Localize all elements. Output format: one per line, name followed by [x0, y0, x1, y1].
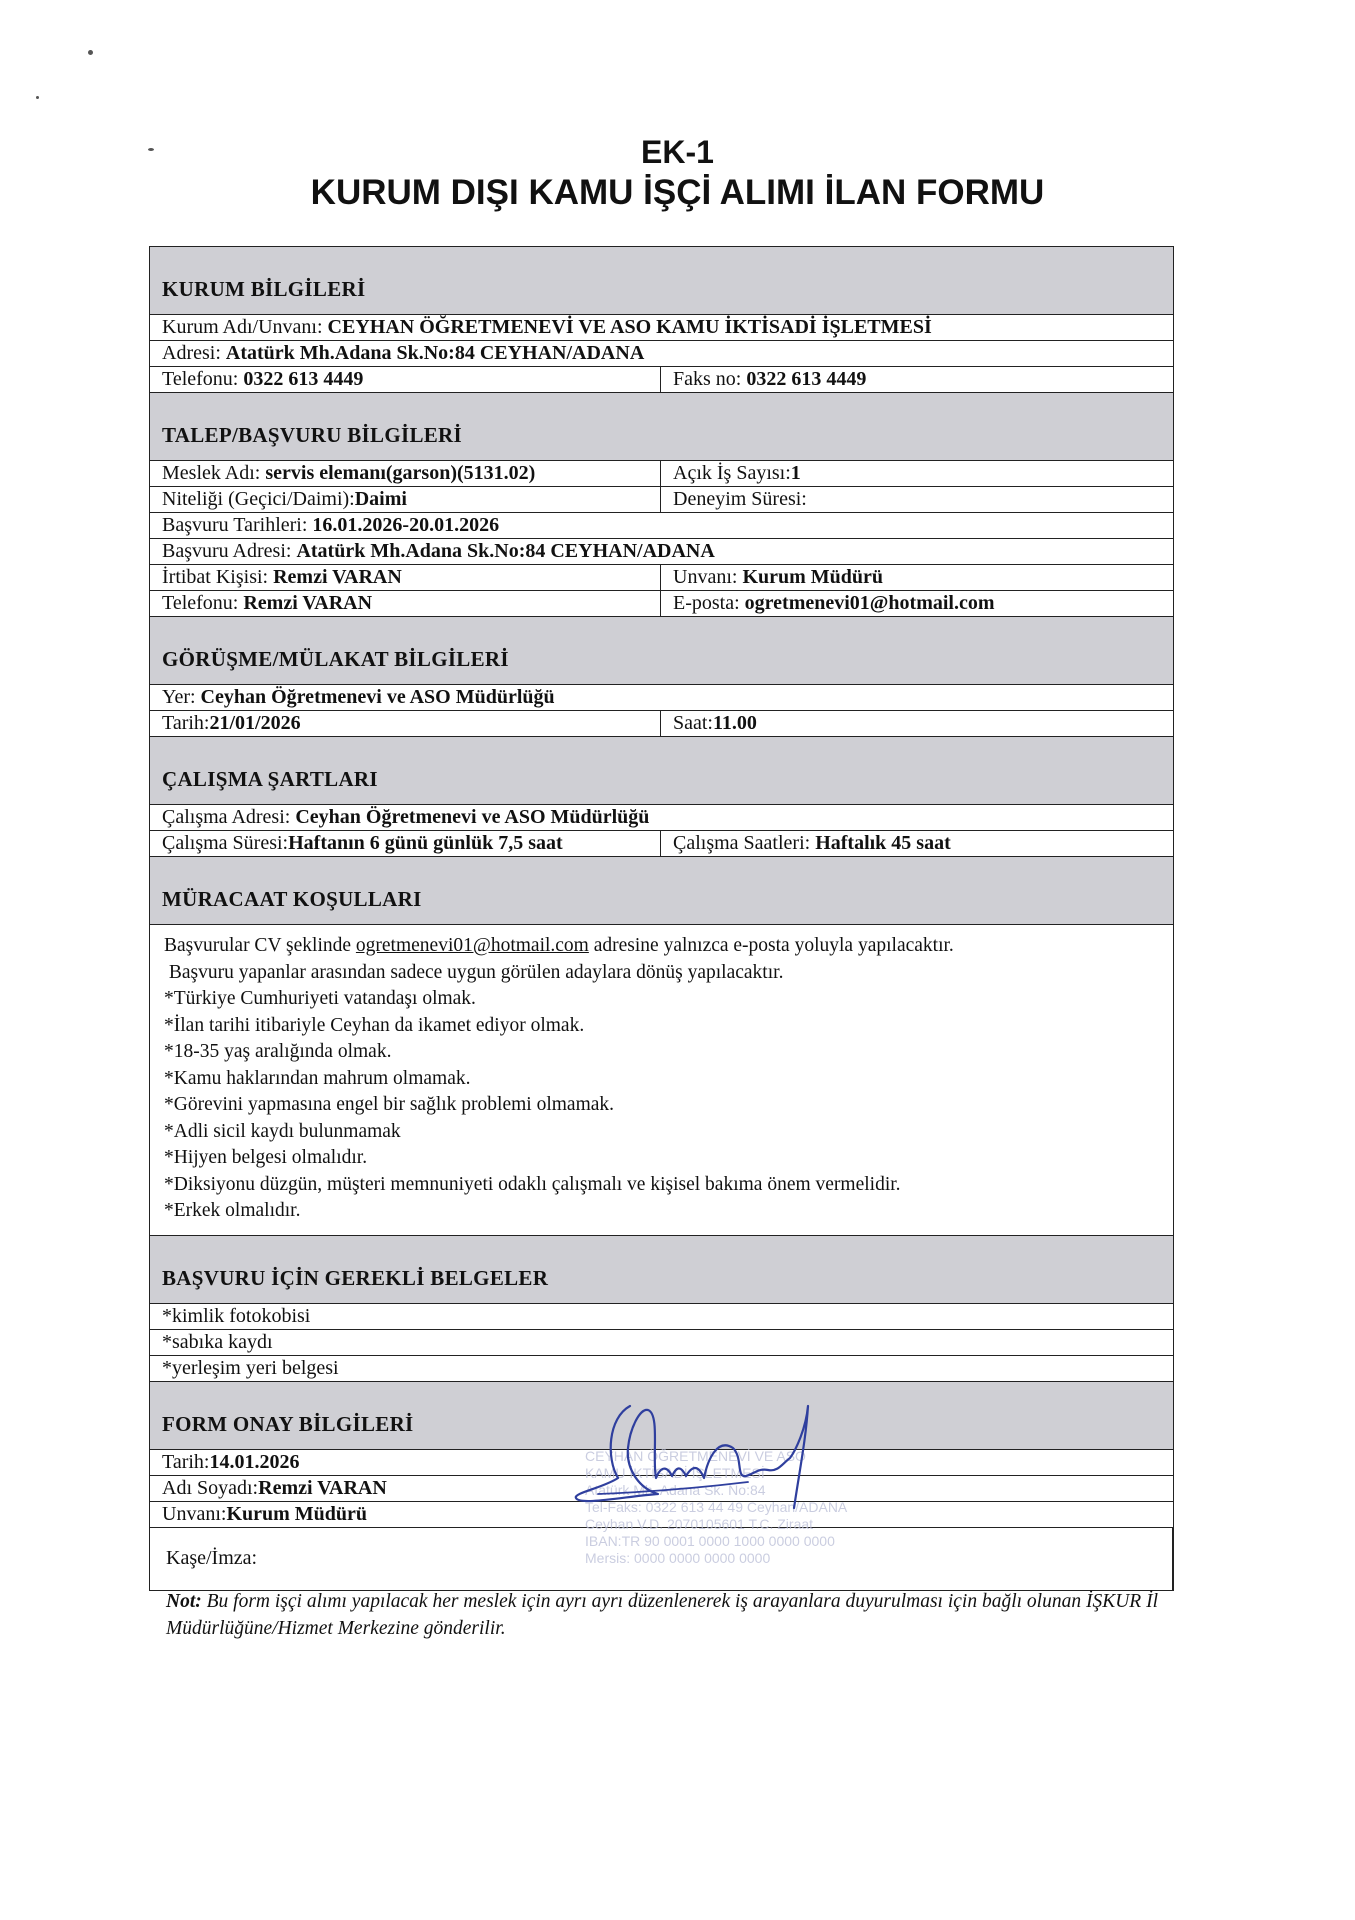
field-label: Faks no: [673, 368, 747, 390]
contact-person: Remzi VARAN [273, 566, 402, 588]
list-item: *Diksiyonu düzgün, müşteri memnuniyeti odaklı çalışmalı ve kişisel bakıma önem vermelidir. [164, 1173, 901, 1195]
field-label: Telefonu: [162, 368, 244, 390]
field-label: Açık İş Sayısı: [673, 462, 791, 484]
field-label: Adı Soyadı: [162, 1476, 259, 1499]
form-row [150, 341, 1173, 367]
signature-image [568, 1398, 868, 1518]
stamp-line: Atatürk Mh. Adana Sk. No:84 [585, 1482, 766, 1498]
form-row [150, 565, 1173, 591]
list-item: *Türkiye Cumhuriyeti vatandaşı olmak. [164, 988, 476, 1009]
section-kurum: KURUM BİLGİLERİ [150, 247, 1173, 315]
list-item: *18-35 yaş aralığında olmak. [164, 1041, 392, 1062]
job-name: servis elemanı(garson)(5131.02) [265, 462, 536, 484]
conditions-list [150, 925, 1173, 1236]
section-talep: TALEP/BAŞVURU BİLGİLERİ [150, 393, 1173, 461]
work-duration: Haftanın 6 günü günlük 7,5 saat [288, 832, 563, 854]
list-item: *sabıka kaydı [162, 1330, 273, 1353]
institution-phone: 0322 613 4449 [243, 368, 364, 390]
field-label: Tarih: [162, 1450, 210, 1473]
list-item: *Adli sicil kaydı bulunmamak [164, 1120, 401, 1142]
stamp-line: Mersis: 0000 0000 0000 0000 [585, 1550, 771, 1566]
field-label: İrtibat Kişisi: [162, 566, 274, 588]
field-label: Çalışma Adresi: [162, 806, 296, 828]
openings-count: 1 [790, 462, 801, 484]
field-label: Adresi: [162, 342, 226, 364]
field-label: Çalışma Saatleri: [673, 832, 816, 854]
field-label: Deneyim Süresi: [673, 488, 807, 510]
stamp-line: Tel-Faks: 0322 613 44 49 Ceyhan/ADANA [585, 1499, 848, 1515]
field-label: E-posta: [673, 592, 745, 614]
page-title: KURUM DIŞI KAMU İŞÇİ ALIMI İLAN FORMU [310, 173, 1045, 212]
approver-name: Remzi VARAN [258, 1476, 387, 1499]
list-item: *kimlik fotokobisi [162, 1304, 311, 1327]
contact-title: Kurum Müdürü [742, 566, 884, 588]
application-dates: 16.01.2026-20.01.2026 [312, 514, 500, 536]
list-item: *Hijyen belgesi olmalıdır. [164, 1147, 368, 1168]
annex-label: EK-1 [641, 134, 714, 170]
scan-speck [36, 96, 39, 99]
stamp-line: IBAN:TR 90 0001 0000 1000 0000 0000 [585, 1533, 835, 1549]
form-row [150, 685, 1173, 711]
list-item: *Kamu haklarından mahrum olmamak. [164, 1067, 471, 1089]
institution-address: Atatürk Mh.Adana Sk.No:84 CEYHAN/ADANA [225, 342, 645, 364]
field-label: Saat: [673, 712, 713, 734]
list-item: Başvuru yapanlar arasından sadece uygun görülen adaylara dönüş yapılacaktır. [164, 961, 784, 983]
field-label: Yer: [162, 686, 201, 708]
section-onay: FORM ONAY BİLGİLERİ [150, 1382, 1173, 1450]
application-address: Atatürk Mh.Adana Sk.No:84 CEYHAN/ADANA [296, 540, 715, 562]
email-link[interactable]: ogretmenevi01@hotmail.com [355, 935, 589, 956]
section-belgeler: BAŞVURU İÇİN GEREKLİ BELGELER [150, 1236, 1173, 1304]
list-item: *yerleşim yeri belgesi [162, 1356, 339, 1379]
institution-name: CEYHAN ÖĞRETMENEVİ VE ASO KAMU İKTİSADİ İŞLETMESİ [327, 316, 932, 338]
field-label: Niteliği (Geçici/Daimi): [162, 488, 355, 510]
field-label: Başvuru Adresi: [162, 540, 297, 562]
approval-date: 14.01.2026 [209, 1450, 300, 1473]
stamp-line: Ceyhan V.D. 2070105601 T.C. Ziraat [585, 1516, 814, 1532]
field-label: Meslek Adı: [162, 462, 266, 484]
field-label: Kurum Adı/Unvanı: [162, 316, 328, 338]
interview-date: 21/01/2026 [209, 712, 301, 734]
employment-type: Daimi [354, 488, 407, 510]
form-row [150, 487, 1173, 513]
section-kosullar: MÜRACAAT KOŞULLARI [150, 857, 1173, 925]
field-label: Çalışma Süresi: [162, 832, 289, 854]
interview-place: Ceyhan Öğretmenevi ve ASO Müdürlüğü [200, 686, 555, 708]
work-hours: Haftalık 45 saat [815, 832, 951, 854]
conditions-intro: Başvurular CV şeklinde [164, 935, 356, 956]
document-item [150, 1330, 1173, 1356]
note-label: Not: [166, 1591, 202, 1612]
form-row [150, 315, 1173, 341]
stamp-line: KAMU İKTİSADİ İŞLETMESİ [585, 1465, 765, 1481]
footer-note [166, 1588, 1196, 1642]
form-row [150, 539, 1173, 565]
list-item: *Erkek olmalıdır. [164, 1200, 301, 1221]
contact-email: ogretmenevi01@hotmail.com [744, 592, 995, 614]
form-table [149, 246, 1174, 1591]
list-item: *İlan tarihi itibariyle Ceyhan da ikamet ediyor olmak. [164, 1014, 585, 1036]
document-item [150, 1304, 1173, 1330]
field-label: Unvanı: [673, 566, 743, 588]
stamp-line: CEYHAN ÖĞRETMENEVİ VE ASO [585, 1448, 806, 1464]
note-text: Bu form işçi alımı yapılacak her meslek için ayrı ayrı düzenlenerek iş arayanlara duyurulması için bağlı olunan İŞKUR İl Müdürlüğüne/Hizmet Merkezine gönderilir. [166, 1591, 1159, 1639]
contact-phone: Remzi VARAN [243, 592, 373, 614]
approver-title: Kurum Müdürü [226, 1502, 368, 1525]
interview-time: 11.00 [713, 712, 757, 734]
form-row [150, 711, 1173, 737]
form-row [150, 591, 1173, 617]
field-label: Kaşe/İmza: [166, 1547, 258, 1569]
form-row [150, 513, 1173, 539]
document-item [150, 1356, 1173, 1382]
field-label: Başvuru Tarihleri: [162, 514, 313, 536]
section-calisma: ÇALIŞMA ŞARTLARI [150, 737, 1173, 805]
list-item: *Görevini yapmasına engel bir sağlık problemi olmamak. [164, 1094, 615, 1115]
form-row [150, 805, 1173, 831]
form-row [150, 831, 1173, 857]
list-item [164, 933, 1173, 960]
form-row [150, 367, 1173, 393]
field-label: Unvanı: [162, 1502, 227, 1525]
scan-speck [88, 50, 93, 55]
section-mulakat: GÖRÜŞME/MÜLAKAT BİLGİLERİ [150, 617, 1173, 685]
form-row [150, 461, 1173, 487]
work-address: Ceyhan Öğretmenevi ve ASO Müdürlüğü [295, 806, 650, 828]
field-label: Tarih: [162, 712, 210, 734]
conditions-intro-end: adresine yalnızca e-posta yoluyla yapılacaktır. [588, 935, 954, 956]
field-label: Telefonu: [162, 592, 244, 614]
institution-fax: 0322 613 4449 [746, 368, 867, 390]
